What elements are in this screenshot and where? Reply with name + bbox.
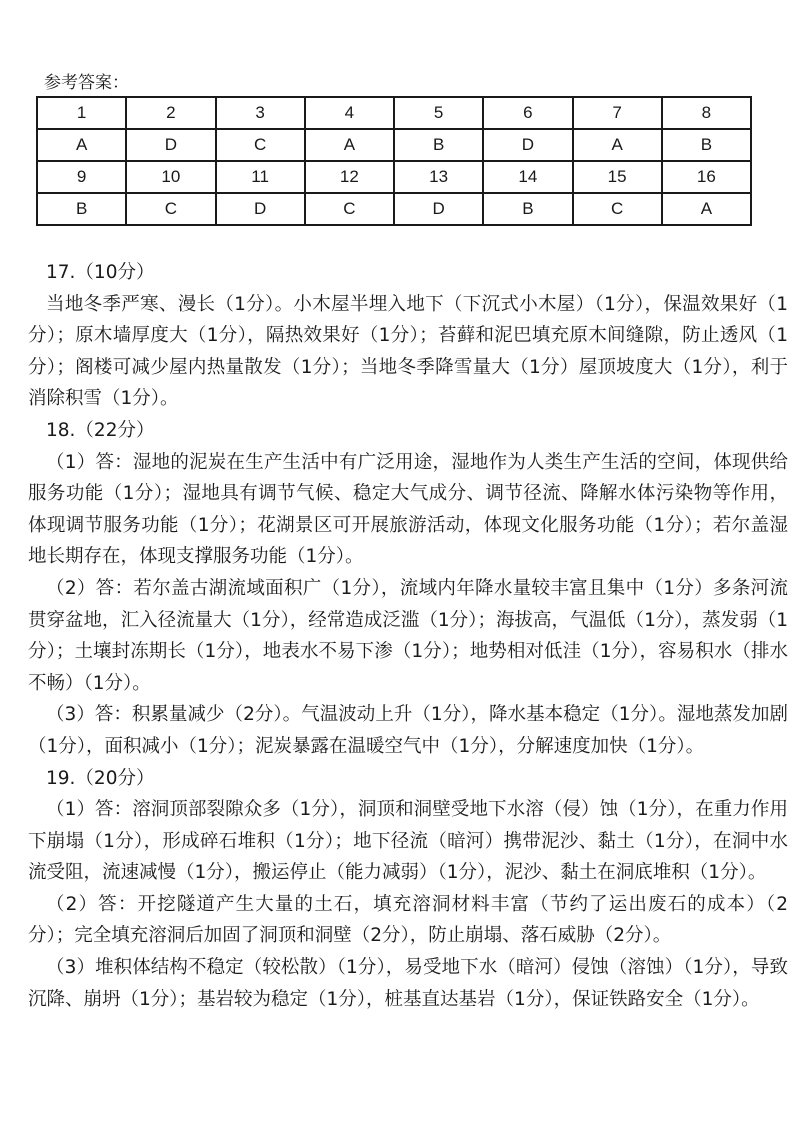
answer-content bbox=[28, 257, 788, 1015]
table-cell: 5 bbox=[394, 97, 483, 129]
table-row bbox=[37, 129, 751, 161]
table-cell: C bbox=[126, 193, 215, 225]
table-cell: D bbox=[394, 193, 483, 225]
table-cell: D bbox=[126, 129, 215, 161]
table-cell: 16 bbox=[662, 161, 751, 193]
table-cell: 12 bbox=[305, 161, 394, 193]
table-cell: 15 bbox=[573, 161, 662, 193]
table-cell: B bbox=[394, 129, 483, 161]
question-18-part-1: （1）答：湿地的泥炭在生产生活中有广泛用途，湿地作为人类生产生活的空间，体现供给服务功能（1分）；湿地具有调节气候、稳定大气成分、调节径流、降解水体污染物等作用，体现调节服务功能（1分）；花湖景区可开展旅游活动，体现文化服务功能（1分）；若尔盖湿地长期存在，体现支撑服务功能（1分）。 bbox=[28, 451, 788, 568]
table-cell: A bbox=[573, 129, 662, 161]
table-cell: 3 bbox=[216, 97, 305, 129]
question-19-part-2: （2）答：开挖隧道产生大量的土石，填充溶洞材料丰富（节约了运出废石的成本）（2分）；完全填充溶洞后加固了洞顶和洞壁（2分），防止崩塌、落石威胁（2分）。 bbox=[28, 893, 788, 947]
table-cell: 2 bbox=[126, 97, 215, 129]
table-cell: D bbox=[483, 129, 572, 161]
table-cell: C bbox=[216, 129, 305, 161]
table-row bbox=[37, 161, 751, 193]
table-cell: 8 bbox=[662, 97, 751, 129]
table-row bbox=[37, 97, 751, 129]
table-cell: C bbox=[305, 193, 394, 225]
table-cell: 9 bbox=[37, 161, 126, 193]
table-cell: 14 bbox=[483, 161, 572, 193]
table-row bbox=[37, 193, 751, 225]
answer-table bbox=[36, 96, 752, 226]
table-cell: A bbox=[305, 129, 394, 161]
question-18-heading: 18.（22分） bbox=[46, 419, 155, 441]
table-cell: A bbox=[37, 129, 126, 161]
table-cell: B bbox=[662, 129, 751, 161]
question-19-heading: 19.（20分） bbox=[46, 767, 155, 789]
question-19-part-1: （1）答：溶洞顶部裂隙众多（1分），洞顶和洞壁受地下水溶（侵）蚀（1分），在重力作用下崩塌（1分），形成碎石堆积（1分）；地下径流（暗河）携带泥沙、黏土（1分），在洞中水流受阻，流速减慢（1分），搬运停止（能力减弱）（1分），泥沙、黏土在洞底堆积（1分）。 bbox=[28, 799, 788, 884]
table-cell: 11 bbox=[216, 161, 305, 193]
table-cell: B bbox=[483, 193, 572, 225]
table-cell: 7 bbox=[573, 97, 662, 129]
table-cell: 6 bbox=[483, 97, 572, 129]
table-cell: 4 bbox=[305, 97, 394, 129]
page-title: 参考答案： bbox=[44, 73, 129, 93]
table-cell: A bbox=[662, 193, 751, 225]
question-19-part-3: （3）堆积体结构不稳定（较松散）（1分），易受地下水（暗河）侵蚀（溶蚀）（1分），导致沉降、崩坍（1分）；基岩较为稳定（1分），桩基直达基岩（1分），保证铁路安全（1分）。 bbox=[28, 957, 788, 1010]
table-cell: C bbox=[573, 193, 662, 225]
question-18-part-3: （3）答：积累量减少（2分）。气温波动上升（1分），降水基本稳定（1分）。湿地蒸发加剧（1分），面积减小（1分）；泥炭暴露在温暖空气中（1分），分解速度加快（1分）。 bbox=[28, 704, 788, 757]
table-cell: 10 bbox=[126, 161, 215, 193]
question-17-answer: 当地冬季严寒、漫长（1分）。小木屋半埋入地下（下沉式小木屋）（1分），保温效果好（1分）；原木墙厚度大（1分），隔热效果好（1分）；苔藓和泥巴填充原木间缝隙，防止透风（1分）；阁楼可减少屋内热量散发（1分）；当地冬季降雪量大（1分）屋顶坡度大（1分），利于消除积雪（1分）。 bbox=[28, 293, 788, 410]
table-cell: B bbox=[37, 193, 126, 225]
question-17-heading: 17.（10分） bbox=[46, 262, 155, 283]
table-cell: 1 bbox=[37, 97, 126, 129]
table-cell: D bbox=[216, 193, 305, 225]
question-18-part-2: （2）答：若尔盖古湖流域面积广（1分），流域内年降水量较丰富且集中（1分）多条河流贯穿盆地，汇入径流量大（1分），经常造成泛滥（1分）；海拔高，气温低（1分），蒸发弱（1分）；土壤封冻期长（1分），地表水不易下渗（1分）；地势相对低洼（1分），容易积水（排水不畅）（1分）。 bbox=[28, 577, 788, 694]
table-cell: 13 bbox=[394, 161, 483, 193]
